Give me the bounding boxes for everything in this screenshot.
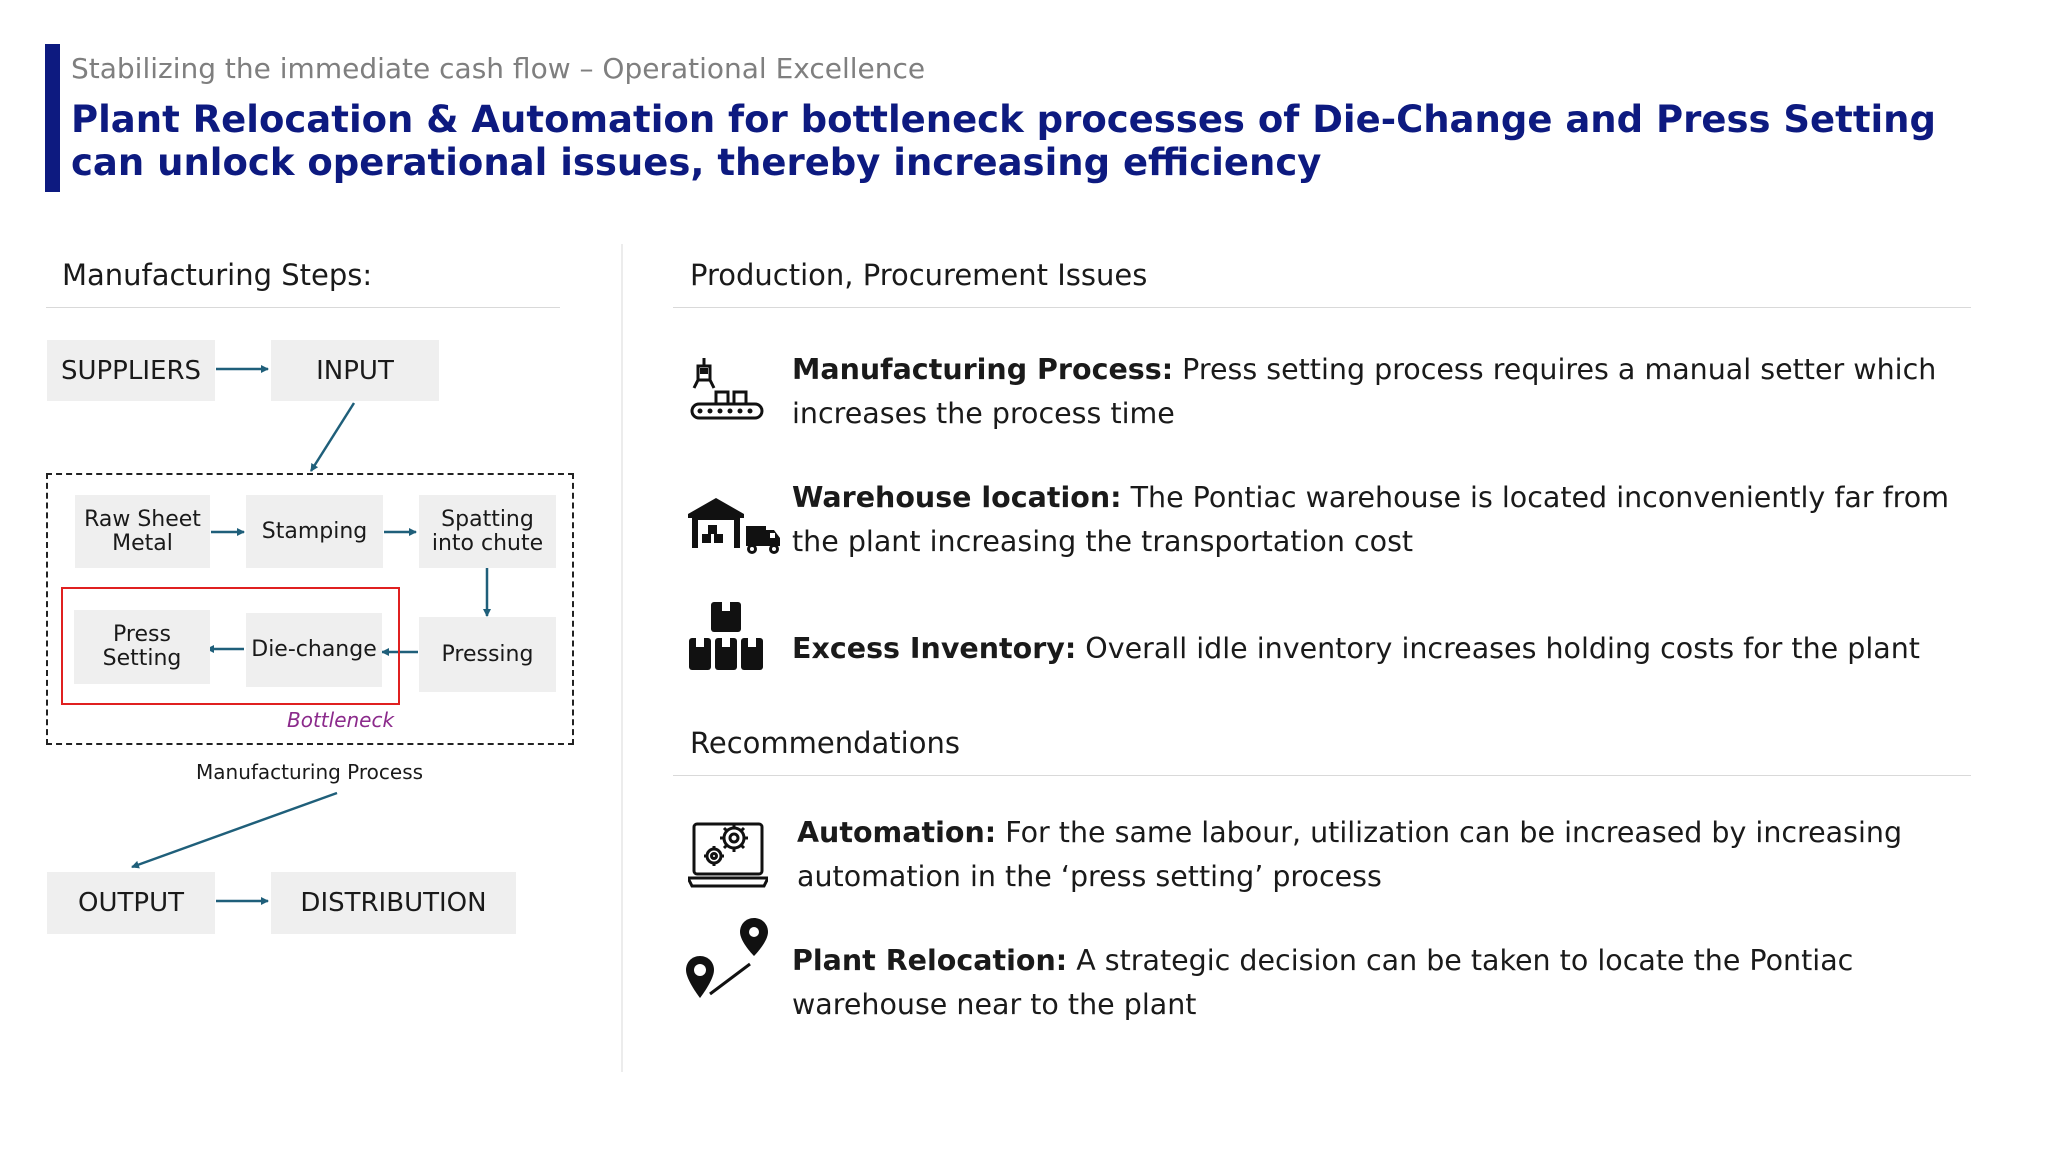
rec-2-text: A strategic decision can be taken to locate the Pontiac warehouse near to the plant <box>792 944 1854 1021</box>
output-box: OUTPUT <box>47 872 215 934</box>
slide-subtitle: Stabilizing the immediate cash flow – Operational Excellence <box>71 52 926 85</box>
recommendations-heading: Recommendations <box>690 726 960 760</box>
issue-warehouse-location <box>792 476 1972 564</box>
manufacturing-steps-heading: Manufacturing Steps: <box>62 258 373 292</box>
rec-1-text: For the same labour, utilization can be increased by increasing automation in the ‘press setting’ process <box>797 816 1903 893</box>
suppliers-box: SUPPLIERS <box>47 340 215 401</box>
rec-1-title: Automation: <box>797 816 997 849</box>
laptop-gears-icon <box>688 812 768 890</box>
route-pins-icon <box>686 918 768 1002</box>
arrow-input-process <box>311 403 354 471</box>
issue-excess-inventory <box>792 627 1972 671</box>
issue-3-title: Excess Inventory: <box>792 632 1077 665</box>
spatting-into-chute-box: Spatting into chute <box>419 495 556 568</box>
issue-2-title: Warehouse location: <box>792 481 1122 514</box>
recommendations-heading-rule <box>673 775 1971 776</box>
issue-3-text: Overall idle inventory increases holding costs for the plant <box>1076 632 1920 665</box>
issue-manufacturing-process <box>792 348 1972 436</box>
issues-heading: Production, Procurement Issues <box>690 258 1148 292</box>
rec-plant-relocation <box>792 939 1972 1027</box>
rec-automation <box>797 811 1972 899</box>
raw-sheet-metal-box: Raw Sheet Metal <box>75 495 210 568</box>
die-change-box: Die-change <box>246 613 382 687</box>
pressing-box: Pressing <box>419 617 556 692</box>
bottleneck-label: Bottleneck <box>287 708 395 732</box>
warehouse-truck-icon <box>686 494 782 556</box>
issue-1-title: Manufacturing Process: <box>792 353 1174 386</box>
manufacturing-process-label: Manufacturing Process <box>196 760 424 784</box>
issue-1-text: Press setting process requires a manual setter which increases the process time <box>792 353 1937 430</box>
distribution-box: DISTRIBUTION <box>271 872 516 934</box>
input-box: INPUT <box>271 340 439 401</box>
arrow-process-output <box>132 793 337 867</box>
press-setting-box: Press Setting <box>74 610 210 684</box>
conveyor-robot-icon <box>688 356 766 428</box>
stamping-box: Stamping <box>246 495 383 568</box>
issue-2-text: The Pontiac warehouse is located inconveniently far from the plant increasing the transportation cost <box>792 481 1949 558</box>
rec-2-title: Plant Relocation: <box>792 944 1068 977</box>
issues-heading-rule <box>673 307 1971 308</box>
boxes-icon <box>689 600 763 672</box>
slide-title: Plant Relocation & Automation for bottleneck processes of Die-Change and Press Setting can unlock operational issues, thereby increasing efficiency <box>71 98 1937 184</box>
